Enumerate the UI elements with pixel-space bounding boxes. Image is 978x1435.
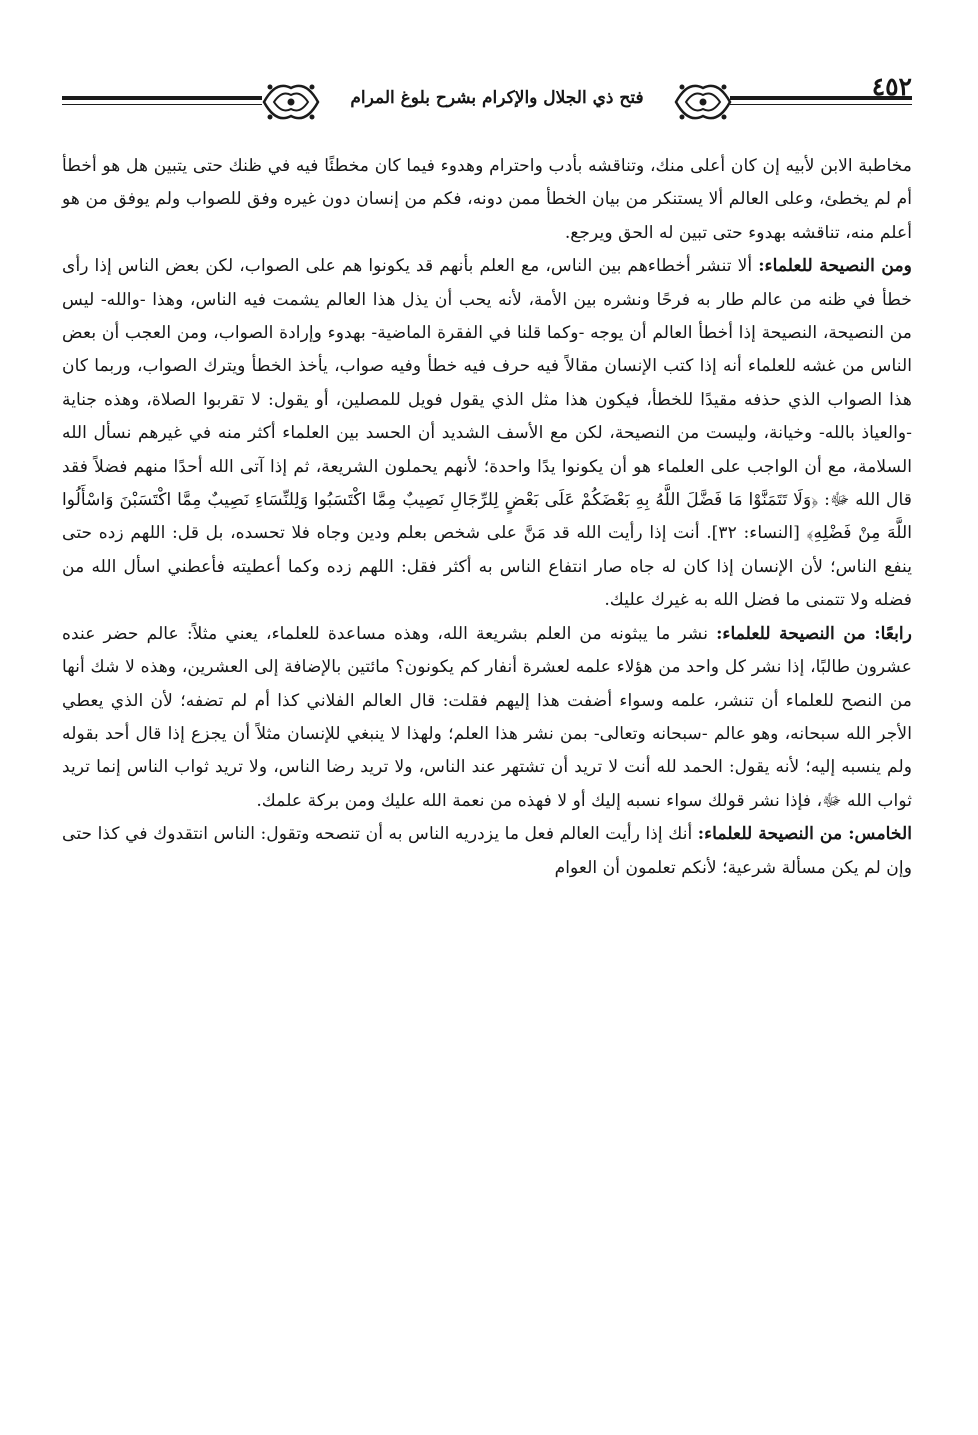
header-rule-left bbox=[62, 96, 262, 100]
paragraph-lead: ومن النصيحة للعلماء: bbox=[758, 256, 912, 277]
running-header bbox=[62, 72, 912, 136]
paragraph-text-continued: [النساء: ٣٢]. أنت إذا رأيت الله قد مَنَّ على شخص بعلم ودين وجاه فلا تحسده، بل قل: اللهم زده حتى ينفع الناس؛ لأن الإنسان إذا كان له جاه صار انتفاع الناس به أكثر فقل: اللهم زده وكما أعطيته فأعطني اسأل الله من فضله ولا تتمنى ما فضل الله به غيرك عليك. bbox=[62, 523, 912, 611]
paragraph-text: نشر ما يبثونه من العلم بشريعة الله، وهذه مساعدة للعلماء، يعني مثلاً: عالم حضر عنده عشرون طالبًا، إذا نشر كل واحد من هؤلاء علمه لعشرة أنفار كم يكونون؟ مائتين بالإضافة إلى العشرين، وهذه لا شك أنها من النصح للعلماء أن تنشر، علمه وسواء أضفت هذا إليهم فقلت: قال العالم الفلاني كذا أم لم تضفه؛ لأن الذي يعطي الأجر الله سبحانه، وهو عالم -سبحانه وتعالى- بمن نشر هذا العلم؛ ولهذا لا ينبغي للإنسان مثلاً أن يجزع إذا قال أحد بقوله ولم ينسبه إليه؛ لأنه يقول: الحمد لله أنت لا تريد أن تشتهر عند الناس، ولا تريد رضا الناس، ولا تريد ثواب الناس إنما تريد ثواب الله ﷻ، فإذا نشر قولك سواء نسبه إليك أو لا فهذه من نعمة الله عليك ومن بركة علمك. bbox=[62, 623, 912, 811]
paragraph bbox=[62, 618, 912, 818]
paragraph bbox=[62, 250, 912, 617]
paragraph-lead: رابعًا: من النصيحة للعلماء: bbox=[716, 623, 912, 644]
paragraph-lead: الخامس: من النصيحة للعلماء: bbox=[697, 824, 913, 845]
header-rule-left-thin bbox=[62, 104, 262, 105]
paragraph-text: أنك إذا رأيت العالم فعل ما يزدريه الناس به أن تنصحه وتقول: الناس انتقدوك في كذا حتى وإن لم يكن مسألة شرعية؛ لأنكم تعلمون أن العوام bbox=[62, 824, 912, 878]
ornament-right-icon bbox=[672, 78, 734, 126]
header-rule-right-thin bbox=[730, 104, 912, 105]
paragraph bbox=[62, 150, 912, 250]
paragraph bbox=[62, 818, 912, 885]
page-number: ٤٥٢ bbox=[871, 72, 912, 101]
paragraph-text: مخاطبة الابن لأبيه إن كان أعلى منك، وتناقشه بأدب واحترام وهدوء فيما كان مخطئًا فيه في ظنك حتى يتبين هل هو أخطأ أم لم يخطئ، وعلى العالم ألا يستنكر من بيان الخطأ ممن دونه، فكم من إنسان دون غيره وفق للصواب ولم يوفق من هو أعلم منه، تناقشه بهدوء حتى تبين له الحق ويرجع. bbox=[62, 156, 912, 243]
book-title: فتح ذي الجلال والإكرام بشرح بلوغ المرام bbox=[350, 88, 644, 108]
page-body bbox=[62, 150, 912, 885]
paragraph-text: ألا تنشر أخطاءهم بين الناس، مع العلم بأنهم قد يكونوا هم على الصواب، لكن بعض الناس إذا رأى خطأ في ظنه من عالم طار به فرحًا ونشره بين الأمة، لأنه يحب أن يذل هذا العالم يشمت فيه الناس، وهذا -والله- ليس من النصيحة، النصيحة إذا أخطأ العالم أن يوجه -وكما قلنا في الفقرة الماضية- بهدوء وإرادة الصواب، ومن العجب أن بعض الناس من غشه للعلماء أنه إذا كتب الإنسان مقالاً فيه حرف فيه خطأ وفيه صواب، يأخذ الخطأ ويترك الصواب، وربما كان هذا الصواب الذي حذفه مقيدًا للخطأ، فيكون هذا مثل الذي يقول فويل للمصلين، أو يقول: لا تقربوا الصلاة، وهذه جناية -والعياذ بالله- وخيانة، وليست من النصيحة، لكن مع الأسف الشديد أن الحسد بين العلماء أكثر منه في غيرهم نسأل الله السلامة، مع أن الواجب على العلماء هو أن يكونوا يدًا واحدة؛ لأنهم يحملون الشريعة، ثم إذا آتى الله أحدًا منهم فضلاً فقد قال الله ﷻ: bbox=[62, 256, 912, 511]
quran-verse: ﴿وَلَا تَتَمَنَّوْا مَا فَضَّلَ اللَّهُ بِهِ بَعْضَكُمْ عَلَى بَعْضٍ لِلرِّجَالِ نَصِيبٌ مِمَّا اكْتَسَبُوا وَلِلنِّسَاءِ نَصِيبٌ مِمَّا اكْتَسَبْنَ وَاسْأَلُوا اللَّهَ مِنْ فَضْلِهِ﴾ bbox=[62, 490, 912, 544]
ornament-left-icon bbox=[260, 78, 322, 126]
